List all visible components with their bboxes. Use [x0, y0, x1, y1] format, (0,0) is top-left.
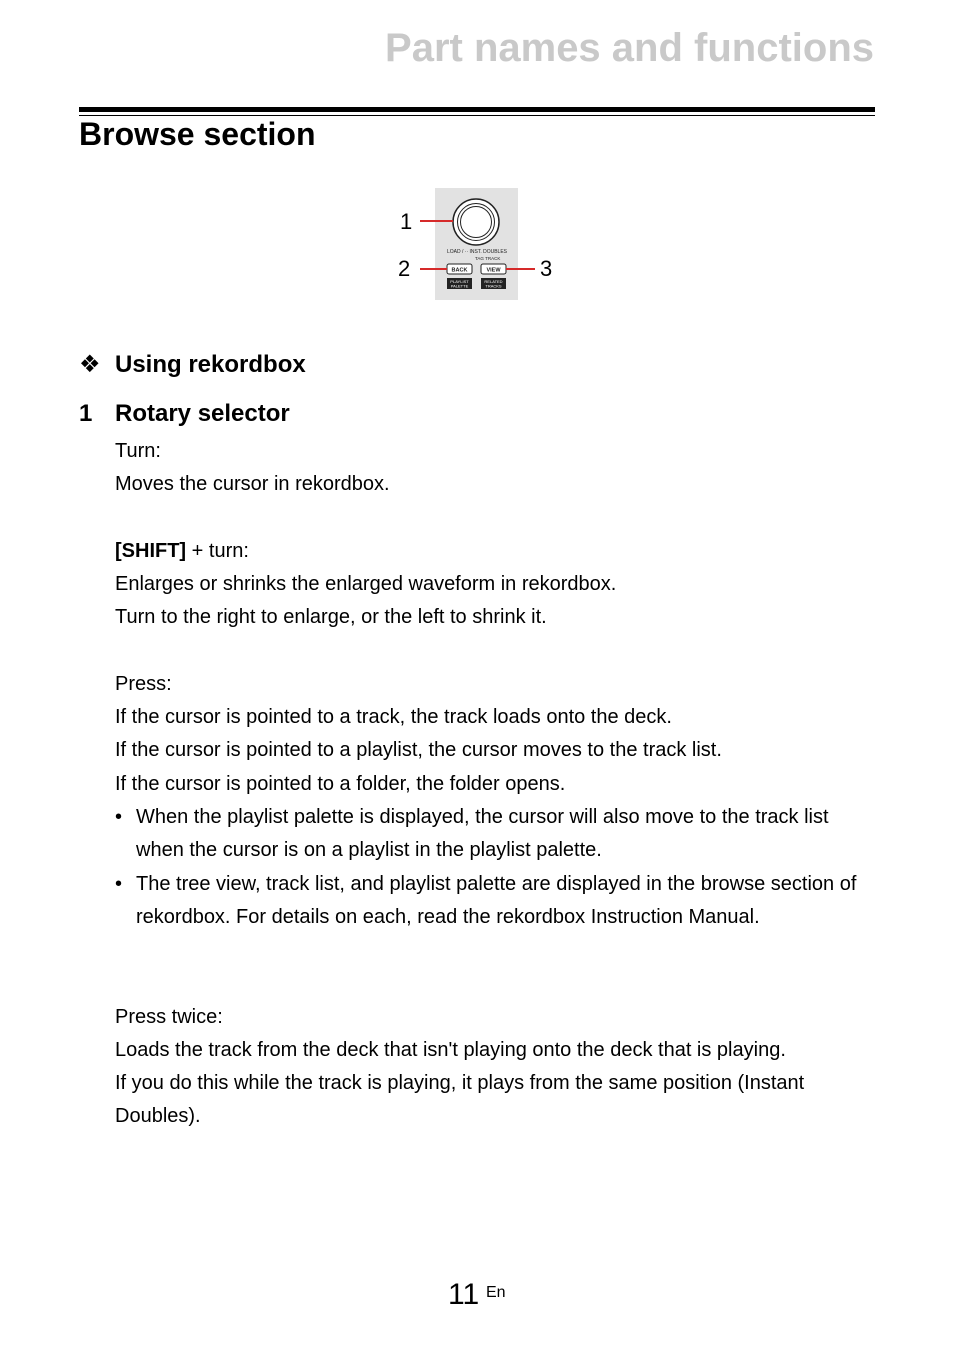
load-label: LOAD / ·· INST. DOUBLES	[447, 249, 508, 255]
back-button	[447, 264, 472, 274]
turn-description: Moves the cursor in rekordbox.	[115, 473, 390, 495]
playlist-palette-badge	[447, 278, 472, 289]
item-number: 1	[79, 400, 93, 427]
page-language: En	[486, 1284, 506, 1301]
item-heading	[79, 400, 290, 428]
callout-number-1: 1	[400, 209, 413, 234]
shift-key-label: [SHIFT]	[115, 540, 187, 562]
page-header-title: Part names and functions	[385, 26, 874, 70]
svg-text:PLAYLIST: PLAYLIST	[450, 279, 469, 284]
bullet-dot: •	[115, 873, 123, 895]
tag-track-label: TAG TRACK	[475, 256, 501, 261]
note-bullet-1-text: When the playlist palette is displayed, the cursor will also move to the track list when the cursor is on a playlist in the playlist palette.	[136, 806, 829, 862]
view-label: VIEW	[486, 267, 501, 274]
section-title: Browse section	[79, 116, 316, 152]
callout-number-2: 2	[398, 256, 411, 281]
browse-section-figure	[395, 185, 560, 303]
press-label: Press:	[115, 673, 172, 695]
callout-number-3: 3	[540, 256, 553, 281]
shift-turn-suffix: + turn:	[186, 540, 249, 562]
rotary-selector-knob	[453, 199, 499, 245]
press-description-3: If the cursor is pointed to a folder, the folder opens.	[115, 773, 566, 795]
note-bullet-2-text: The tree view, track list, and playlist palette are displayed in the browse section of rekordbox. For details on each, read the rekordbox Instruction Manual.	[136, 873, 857, 929]
shift-description-1: Enlarges or shrinks the enlarged waveform in rekordbox.	[115, 573, 617, 595]
press-twice-description-1: Loads the track from the deck that isn't playing onto the deck that is playing.	[115, 1039, 786, 1061]
shift-description-2: Turn to the right to enlarge, or the left to shrink it.	[115, 606, 547, 628]
press-description-2: If the cursor is pointed to a playlist, the cursor moves to the track list.	[115, 739, 722, 761]
turn-label: Turn:	[115, 440, 161, 462]
press-twice-label: Press twice:	[115, 1006, 223, 1028]
shift-turn-label	[115, 535, 249, 568]
subheading-text: Using rekordbox	[115, 351, 306, 378]
press-twice-description-2: If you do this while the track is playing, it plays from the same position (Instant Doubles).	[115, 1072, 805, 1128]
press-description-1: If the cursor is pointed to a track, the track loads onto the deck.	[115, 706, 672, 728]
subheading-using-rekordbox	[79, 350, 306, 379]
header-rule-thick	[79, 107, 875, 112]
bullet-dot: •	[115, 806, 123, 828]
svg-text:TRACKS: TRACKS	[485, 283, 502, 289]
svg-text:PALETTE: PALETTE	[450, 283, 469, 289]
diamond-bullet-icon: ❖	[79, 351, 101, 378]
svg-text:RELATED: RELATED	[484, 279, 503, 284]
view-button	[481, 264, 506, 274]
page-number: 11	[448, 1278, 480, 1311]
back-label: BACK	[451, 267, 468, 274]
item-title: Rotary selector	[115, 400, 290, 427]
related-tracks-badge	[481, 278, 506, 289]
